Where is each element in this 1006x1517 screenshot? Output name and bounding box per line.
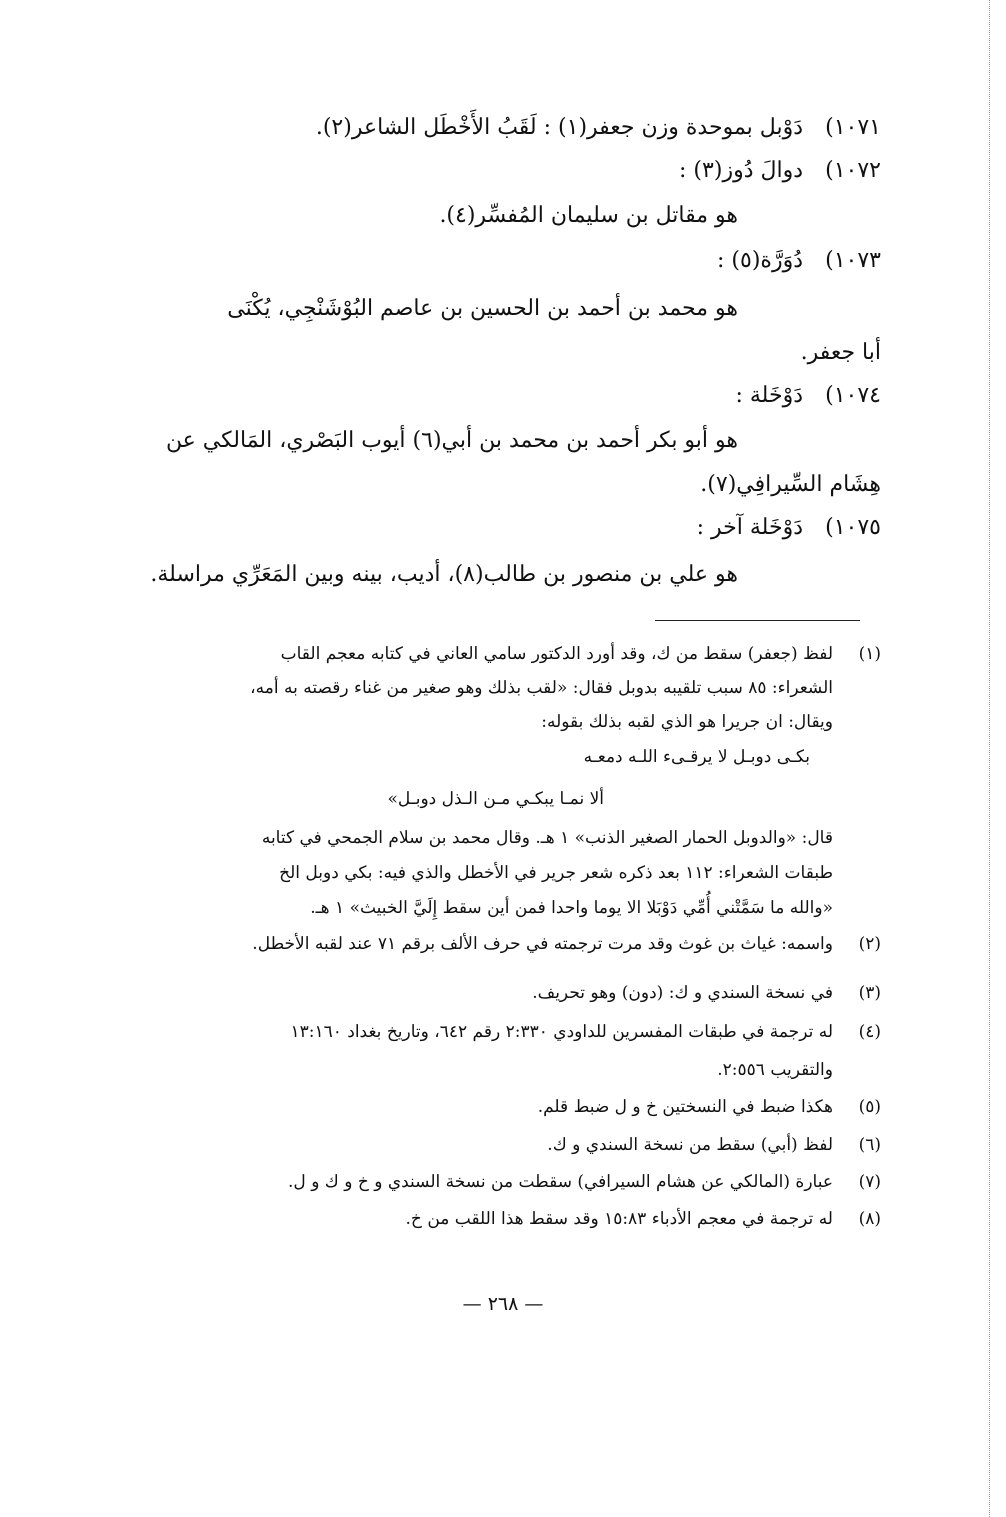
footnote-number: (٥) bbox=[858, 1097, 881, 1117]
entry-text: دَوْبل بموحدة وزن جعفر(١) : لَقَبُ الأَخْطَل الشاعر(٢). bbox=[315, 115, 803, 140]
footnote-number: (٦) bbox=[858, 1135, 881, 1155]
entry-1075 bbox=[697, 513, 881, 543]
scan-edge-line bbox=[989, 0, 990, 1517]
footnote-number: (٣) bbox=[858, 983, 881, 1003]
footnote-separator bbox=[655, 620, 860, 621]
entry-1073 bbox=[717, 246, 881, 276]
footnote-continued: والتقريب ٢:٥٥٦. bbox=[717, 1060, 833, 1080]
entry-text: دَوْخَلة آخر : bbox=[696, 515, 803, 540]
entry-text: دوالَ دُوز(٣) : bbox=[679, 158, 803, 183]
footnote-7 bbox=[288, 1170, 881, 1194]
entry-1072 bbox=[679, 156, 881, 186]
footnote-text: هكذا ضبط في النسختين خ و ل ضبط قلم. bbox=[537, 1097, 833, 1117]
footnote-8 bbox=[406, 1207, 881, 1231]
footnote-continued: الشعراء: ٨٥ سبب تلقيبه بدوبل فقال: «لقب بذلك وهو صغير من غناء رقصته به أمه، bbox=[250, 678, 833, 698]
entry-number: ١٠٧٢) bbox=[825, 158, 881, 183]
entry-number: ١٠٧٤) bbox=[825, 383, 881, 408]
footnote-text: عبارة (المالكي عن هشام السيرافي) سقطت من نسخة السندي و خ و ك و ل. bbox=[288, 1172, 833, 1192]
entry-number: ١٠٧٥) bbox=[825, 515, 881, 540]
footnote-4 bbox=[290, 1020, 881, 1044]
footnote-number: (٢) bbox=[858, 934, 881, 954]
entry-1071 bbox=[316, 113, 881, 143]
footnote-text: له ترجمة في معجم الأدباء ١٥:٨٣ وقد سقط هذا اللقب من خ. bbox=[405, 1209, 833, 1229]
entry-text: دُوَرَّة(٥) : bbox=[717, 248, 803, 273]
entry-body: هو محمد بن أحمد بن الحسين بن عاصم البُوْشَنْجِي، يُكْنَى bbox=[227, 296, 738, 321]
footnote-continued: طبقات الشعراء: ١١٢ بعد ذكره شعر جرير في الأخطل والذي فيه: بكي دوبل الخ bbox=[279, 863, 833, 883]
footnote-text: له ترجمة في طبقات المفسرين للداودي ٢:٣٣٠ رقم ٦٤٢، وتاريخ بغداد ١٣:١٦٠ bbox=[290, 1022, 833, 1042]
footnote-text: واسمه: غياث بن غوث وقد مرت ترجمته في حرف الألف برقم ٧١ عند لقبه الأخطل. bbox=[252, 934, 833, 954]
entry-body: هو مقاتل بن سليمان المُفسِّر(٤). bbox=[439, 203, 738, 228]
entry-number: ١٠٧٣) bbox=[825, 248, 881, 273]
footnote-continued: «والله ما سَمَّتْني أُمِّي دَوْبَلا الا يوما واحدا فمن أين سقط إِلَيَّ الخبيث» ١ هـ. bbox=[310, 898, 833, 918]
footnote-number: (٧) bbox=[858, 1172, 881, 1192]
footnote-text: لفظ (جعفر) سقط من ك، وقد أورد الدكتور سامي العاني في كتابه معجم القاب bbox=[280, 644, 833, 664]
footnote-2 bbox=[252, 932, 881, 956]
footnote-continued: ويقال: ان جريرا هو الذي لقبه بذلك بقوله: bbox=[541, 712, 833, 732]
footnote-text: في نسخة السندي و ك: (دون) وهو تحريف. bbox=[532, 983, 833, 1003]
footnote-6 bbox=[547, 1133, 881, 1157]
footnote-text: لفظ (أبي) سقط من نسخة السندي و ك. bbox=[547, 1135, 833, 1155]
page-number: — ٢٦٨ — bbox=[462, 1293, 544, 1315]
footnote-5 bbox=[538, 1095, 881, 1119]
entry-number: ١٠٧١) bbox=[825, 115, 881, 140]
footnote-number: (٤) bbox=[858, 1022, 881, 1042]
entry-1074 bbox=[735, 381, 881, 411]
footnote-number: (٨) bbox=[858, 1209, 881, 1229]
footnote-continued: قال: «والدوبل الحمار الصغير الذنب» ١ هـ. وقال محمد بن سلام الجمحي في كتابه bbox=[261, 828, 833, 848]
entry-body-continued: أبا جعفر. bbox=[800, 340, 881, 365]
poem-verse-2: ألا نمـا يبكـي مـن الـذل دوبـل» bbox=[387, 789, 604, 809]
entry-text: دَوْخَلة : bbox=[735, 383, 803, 408]
footnote-number: (١) bbox=[858, 644, 881, 664]
entry-body-continued: هِشَام السِّيرافِي(٧). bbox=[700, 472, 881, 497]
footnote-1 bbox=[281, 642, 881, 666]
poem-verse-1: بكـى دوبـل لا يرقـىء اللـه دمعـه bbox=[583, 747, 810, 767]
entry-body: هو أبو بكر أحمد بن محمد بن أبي(٦) أيوب البَصْري، المَالكي عن bbox=[165, 428, 738, 453]
entry-body: هو علي بن منصور بن طالب(٨)، أديب، بينه وبين المَعَرِّي مراسلة. bbox=[150, 562, 738, 587]
footnote-3 bbox=[532, 981, 881, 1005]
